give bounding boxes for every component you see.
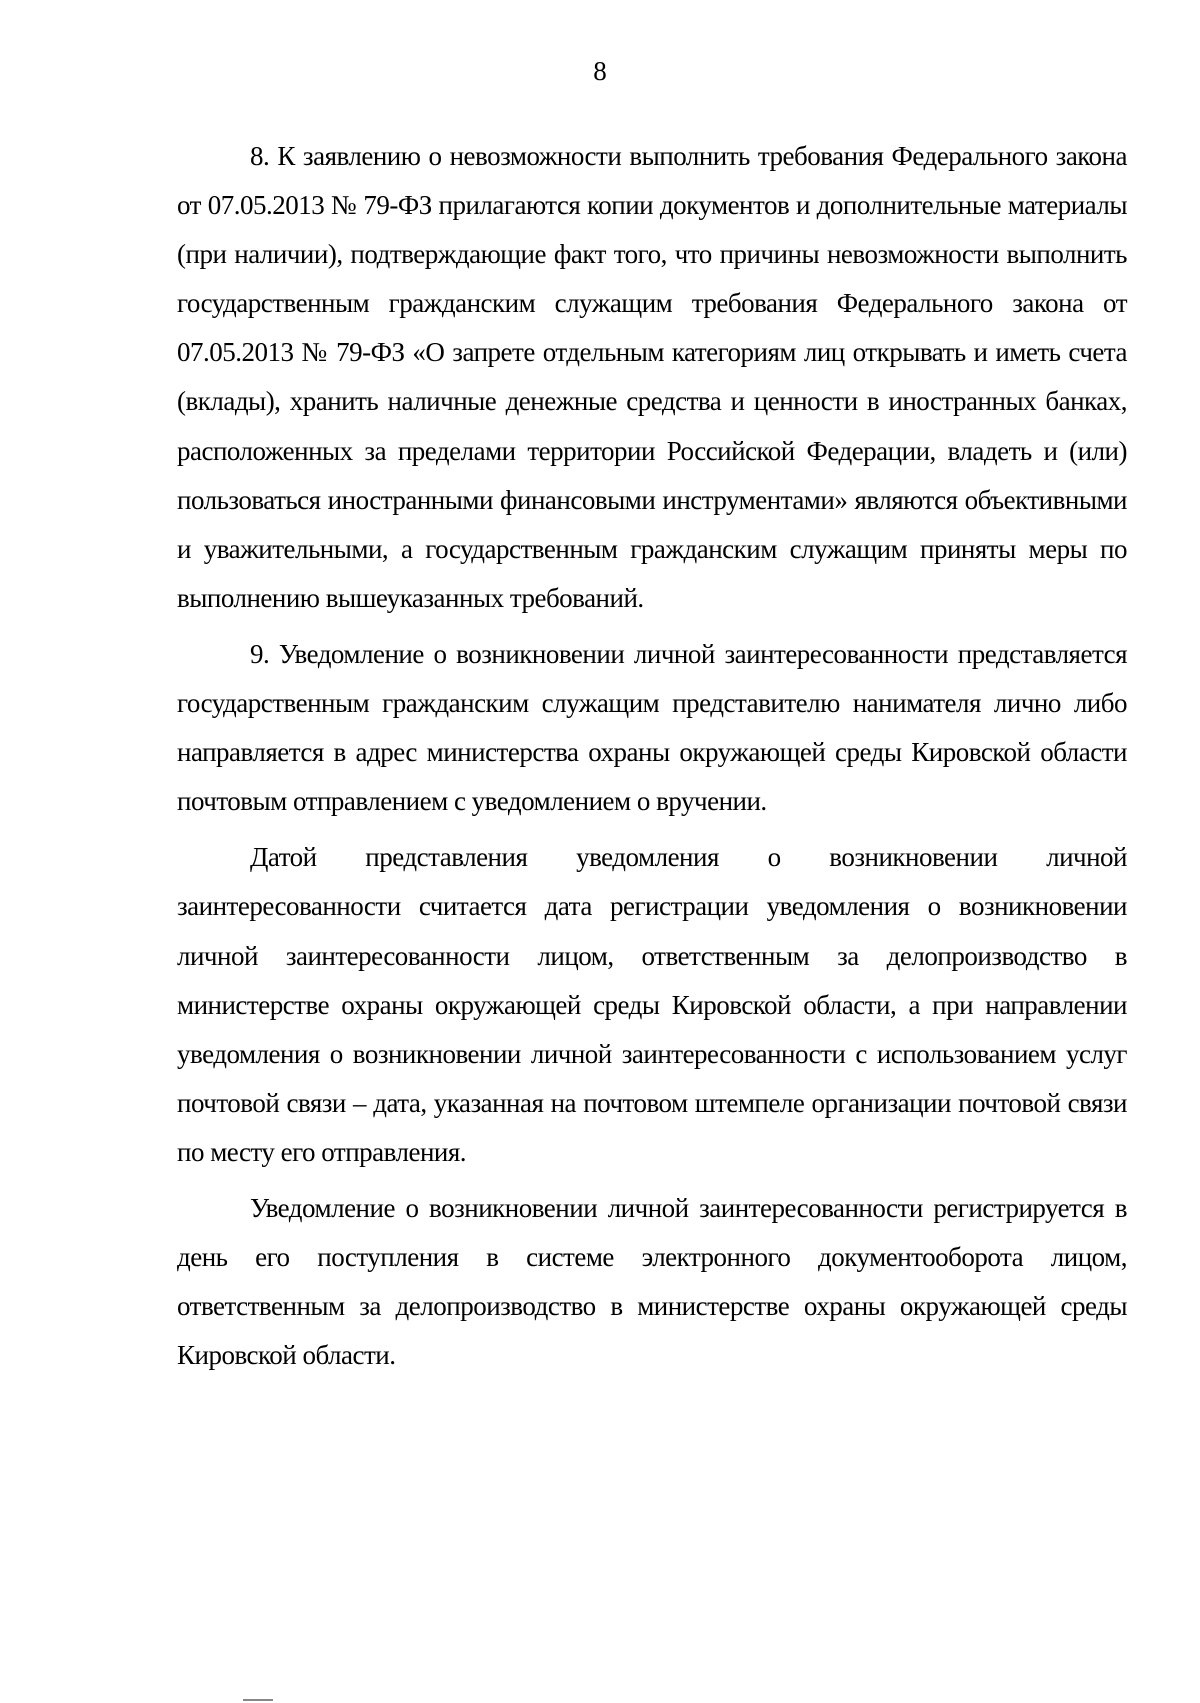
- scan-artifact: [263, 1699, 270, 1701]
- document-body: [177, 132, 1127, 1380]
- paragraph-9-notification-submission: 9. Уведомление о возникновении личной заинтересованности представляется государственным гражданским служащим представителю нанимателя лично либо направляется в адрес министерства охраны окружающей среды Кировской области почтовым отправлением с уведомлением о вручении.: [177, 638, 1127, 817]
- paragraph-notification-registration: Уведомление о возникновении личной заинтересованности регистрируется в день его поступления в системе электронного документооборота лицом, ответственным за делопроизводство в министерстве охраны окружающей среды Кировской области.: [177, 1192, 1127, 1371]
- paragraph-notification-date: Датой представления уведомления о возникновении личной заинтересованности считается дата регистрации уведомления о возникновении личной заинтересованности лицом, ответственным за делопроизводство в министерстве охраны окружающей среды Кировской области, а при направлении уведомления о возникновении личной заинтересованности с использованием услуг почтовой связи – дата, указанная на почтовом штемпеле организации почтовой связи по месту его отправления.: [177, 842, 1127, 1167]
- page-number: 8: [593, 56, 607, 86]
- paragraph-8-attachments: 8. К заявлению о невозможности выполнить требования Федерального закона от 07.05.2013 № 79-ФЗ прилагаются копии документов и дополнительные материалы (при наличии), подтверждающие факт того, что причины невозможности выполнить государственным гражданским служащим требования Федерального закона от 07.05.2013 № 79-ФЗ «О запрете отдельным категориям лиц открывать и иметь счета (вклады), хранить наличные денежные средства и ценности в иностранных банках, расположенных за пределами территории Российской Федерации, владеть и (или) пользоваться иностранными финансовыми инструментами» являются объективными и уважительными, а государственным гражданским служащим приняты меры по выполнению вышеуказанных требований.: [177, 141, 1127, 613]
